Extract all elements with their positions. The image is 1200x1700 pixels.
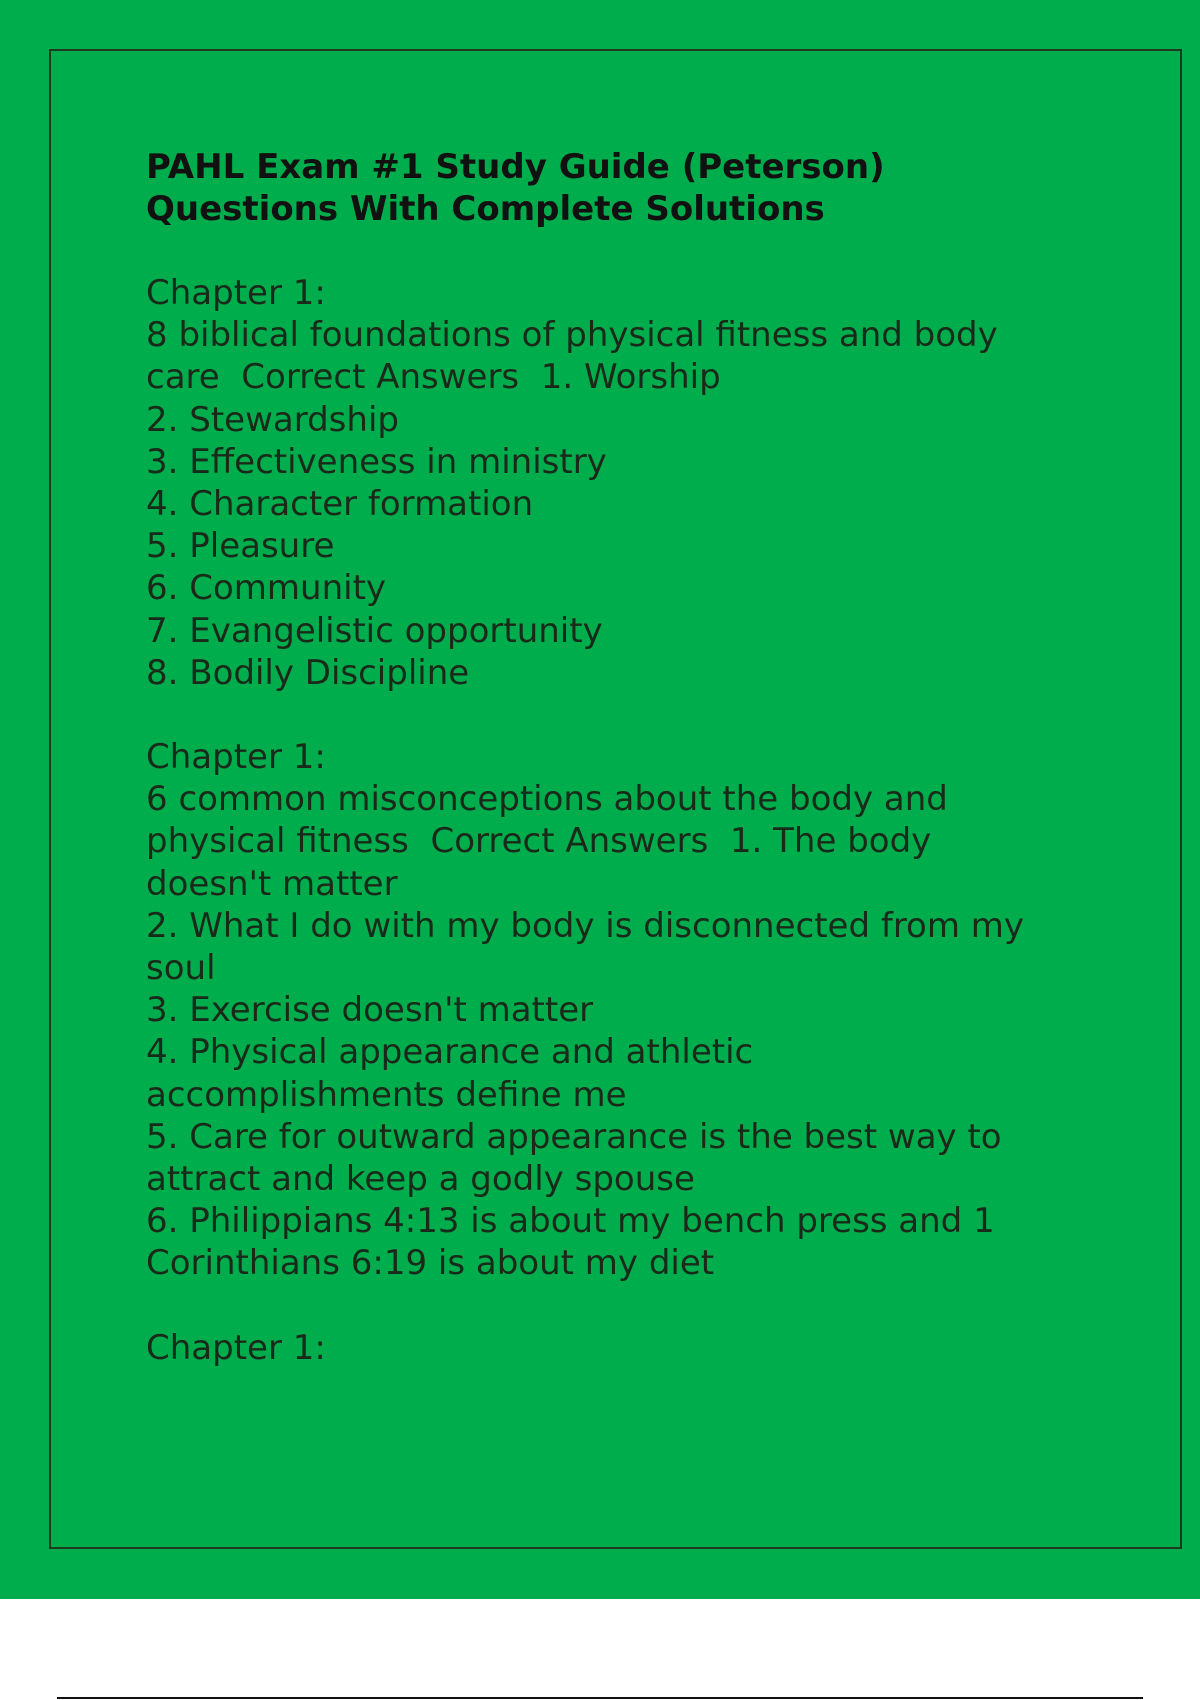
title-line-2: Questions With Complete Solutions [146, 189, 825, 229]
section-line: 4. Character formation [146, 484, 534, 525]
section-line: Corinthians 6:19 is about my diet [146, 1243, 715, 1284]
section-line: accomplishments define me [146, 1074, 627, 1115]
section-line: 4. Physical appearance and athletic [146, 1032, 754, 1073]
section-heading: Chapter 1: [146, 273, 326, 313]
section-line: 5. Care for outward appearance is the best way to [146, 1116, 1002, 1157]
section-line: care Correct Answers 1. Worship [146, 357, 721, 398]
section-line: 2. What I do with my body is disconnected from my [146, 905, 1025, 946]
section-line: doesn't matter [146, 863, 398, 904]
section-line: 6. Community [146, 568, 387, 609]
section-line: 2. Stewardship [146, 399, 399, 440]
section-line: physical fitness Correct Answers 1. The body [146, 821, 932, 862]
section-line: 5. Pleasure [146, 526, 335, 567]
section-line: 7. Evangelistic opportunity [146, 610, 603, 651]
section-1 [146, 272, 1106, 694]
document-title [146, 146, 1106, 230]
section-line: 6. Philippians 4:13 is about my bench press and 1 [146, 1201, 995, 1242]
section-line: 6 common misconceptions about the body and [146, 779, 948, 820]
section-line: 8. Bodily Discipline [146, 652, 470, 693]
section-line: attract and keep a godly spouse [146, 1159, 695, 1200]
section-2 [146, 736, 1106, 1285]
section-line: 3. Effectiveness in ministry [146, 441, 607, 482]
bottom-rule [57, 1697, 1143, 1699]
section-3 [146, 1327, 1106, 1369]
section-line: soul [146, 948, 216, 989]
section-line: 3. Exercise doesn't matter [146, 990, 594, 1031]
title-line-1: PAHL Exam #1 Study Guide (Peterson) [146, 147, 885, 187]
document-content [146, 146, 1106, 1369]
section-heading: Chapter 1: [146, 737, 326, 778]
section-line: 8 biblical foundations of physical fitness and body [146, 315, 998, 356]
section-heading: Chapter 1: [146, 1327, 326, 1368]
